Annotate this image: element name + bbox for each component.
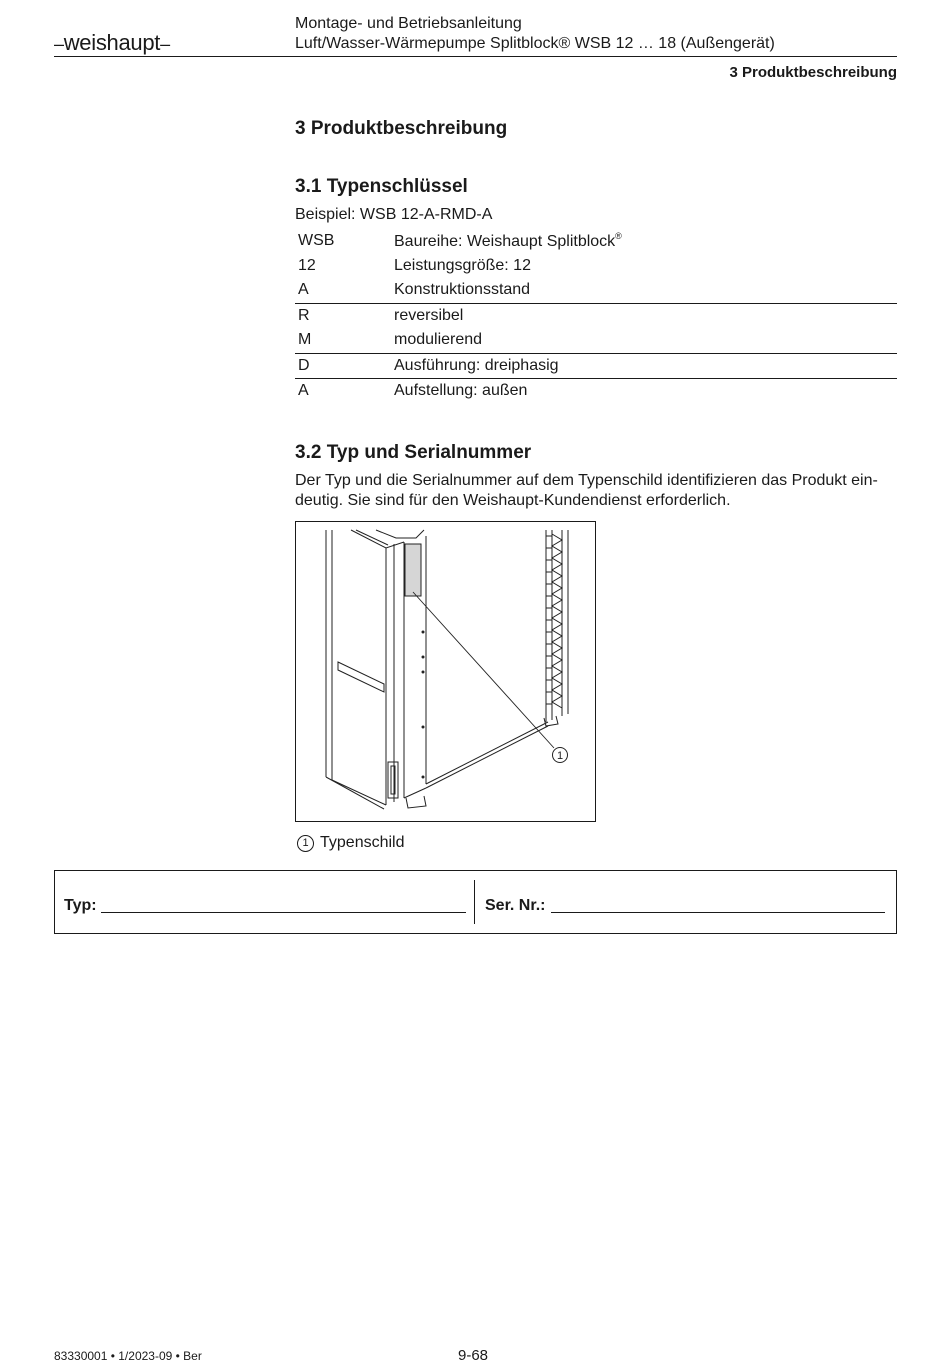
type-code: A (298, 281, 309, 299)
legend-text: Typenschild (320, 834, 405, 851)
header-section-title: 3 Produktbeschreibung (729, 64, 897, 81)
type-code: A (295, 379, 394, 404)
header-rule (54, 56, 897, 57)
heat-pump-illustration (295, 521, 596, 822)
type-description: Ausführung: dreiphasig (394, 353, 897, 379)
header-document-type: Montage- und Betriebsanleitung (295, 15, 522, 32)
header-product-name: Luft/Wasser-Wärmepumpe Splitblock® WSB 12 … 18 (Außengerät) (295, 35, 775, 52)
legend-number: 1 (297, 835, 314, 852)
callout-number: 1 (556, 750, 564, 762)
paragraph-line: deutig. Sie sind für den Weishaupt-Kundendienst erforderlich. (295, 492, 731, 509)
type-entry-line (101, 912, 466, 913)
serial-number-heading: 3.2 Typ und Serialnummer (295, 442, 532, 463)
type-code: 12 (298, 256, 316, 274)
type-label: Typ: (64, 897, 97, 914)
figure-legend (297, 834, 405, 852)
table-row (295, 303, 897, 328)
outdoor-unit-drawing (296, 522, 594, 820)
table-row (295, 328, 897, 353)
paragraph-line: Der Typ und die Serialnummer auf dem Typenschild identifizieren das Produkt ein- (295, 472, 878, 489)
type-description: Konstruktionsstand (394, 281, 531, 299)
type-code: D (295, 353, 394, 379)
type-code: R (295, 303, 394, 328)
page-number: 9-68 (458, 1347, 489, 1364)
table-row (295, 278, 897, 303)
type-code: WSB (298, 232, 335, 250)
type-description: reversibel (394, 303, 897, 328)
type-key-heading: 3.1 Typenschlüssel (295, 176, 468, 197)
table-row (295, 254, 897, 279)
chapter-title: 3 Produktbeschreibung (295, 118, 508, 139)
table-row (295, 229, 897, 254)
form-divider (474, 880, 475, 924)
serial-number-entry-line (551, 912, 885, 913)
table-row (295, 353, 897, 379)
document-number: 83330001 • 1/2023-09 • Ber (54, 1349, 202, 1363)
type-description: Leistungsgröße: 12 (394, 256, 531, 274)
type-description: Baureihe: Weishaupt Splitblock® (394, 231, 622, 251)
type-serial-form (54, 870, 897, 934)
registered-mark: ® (615, 231, 622, 242)
table-row (295, 379, 897, 404)
type-description: modulierend (394, 331, 483, 349)
type-code: M (298, 331, 312, 349)
type-description: Aufstellung: außen (394, 379, 897, 404)
type-key-table (295, 229, 897, 404)
serial-number-label: Ser. Nr.: (485, 897, 546, 914)
serial-number-paragraph (295, 471, 895, 511)
weishaupt-logo: –weishaupt– (54, 30, 170, 55)
type-key-example: Beispiel: WSB 12-A-RMD-A (295, 206, 493, 223)
